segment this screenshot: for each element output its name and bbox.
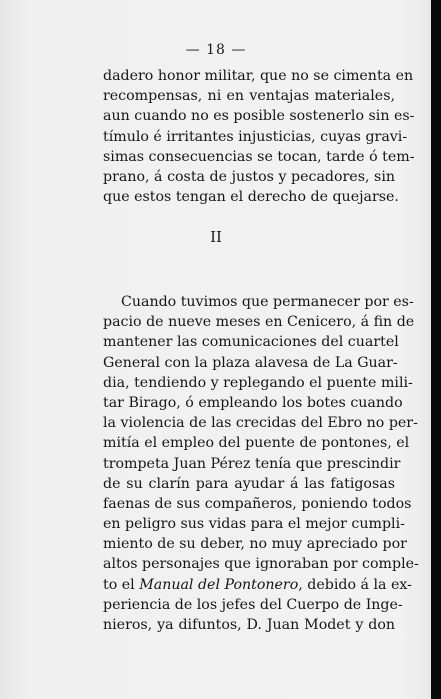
section-paragraph [103, 292, 419, 635]
text-line: mantener las comunicaciones del cuartel [103, 334, 399, 351]
text-line: recompensas, ni en ventajas materiales, [103, 88, 395, 105]
text-line: periencia de los jefes del Cuerpo de Inge- [103, 596, 403, 613]
section-heading: II [210, 228, 222, 246]
text-line: miento de su deber, no muy apreciado por [103, 536, 407, 553]
text-line: nieros, ya difuntos, D. Juan Modet y don [103, 617, 395, 633]
text-line: que estos tengan el derecho de quejarse. [103, 189, 399, 206]
text-line: aun cuando no es posible sostenerlo sin es- [103, 108, 415, 125]
text-line: Cuando tuvimos que permanecer por es- [121, 294, 414, 310]
text-line: simas consecuencias se tocan, tarde ó tem- [103, 148, 415, 165]
text-segment: , debido á la ex- [298, 576, 412, 593]
text-line: dadero honor militar, que no se cimenta en [103, 68, 414, 84]
text-line: tímulo é irritantes injusticias, cuyas gravi- [103, 128, 408, 145]
text-line: tar Birago, ó empleando los botes cuando [103, 394, 403, 411]
text-line: dia, tendiendo y replegando el puente mili- [103, 374, 413, 391]
text-line: trompeta Juan Pérez tenía que prescindir [103, 455, 401, 472]
text-line: General con la plaza alavesa de La Guar- [103, 354, 398, 371]
text-line: faenas de sus compañeros, poniendo todos [103, 495, 412, 512]
text-line: mitía el empleo del puente de pontones, el [103, 435, 410, 452]
text-line: en peligro sus vidas para el mejor cumpli- [103, 516, 405, 533]
scan-border [431, 0, 441, 699]
text-line: de su clarín para ayudar á las fatigosas [103, 475, 395, 492]
continuation-paragraph [103, 66, 415, 207]
page-number: — 18 — [185, 42, 247, 58]
text-line: la violencia de las crecidas del Ebro no per- [103, 415, 418, 432]
text-line: altos personajes que ignoraban por comple- [103, 556, 419, 573]
text-line: pacio de nueve meses en Cenicero, á fin de [103, 314, 415, 331]
text-segment: to el [103, 576, 140, 593]
italic-book-title: Manual del Pontonero [139, 576, 299, 593]
text-line: prano, á costa de justos y pecadores, sin [103, 168, 395, 185]
text-line-with-italic-title [103, 575, 412, 595]
